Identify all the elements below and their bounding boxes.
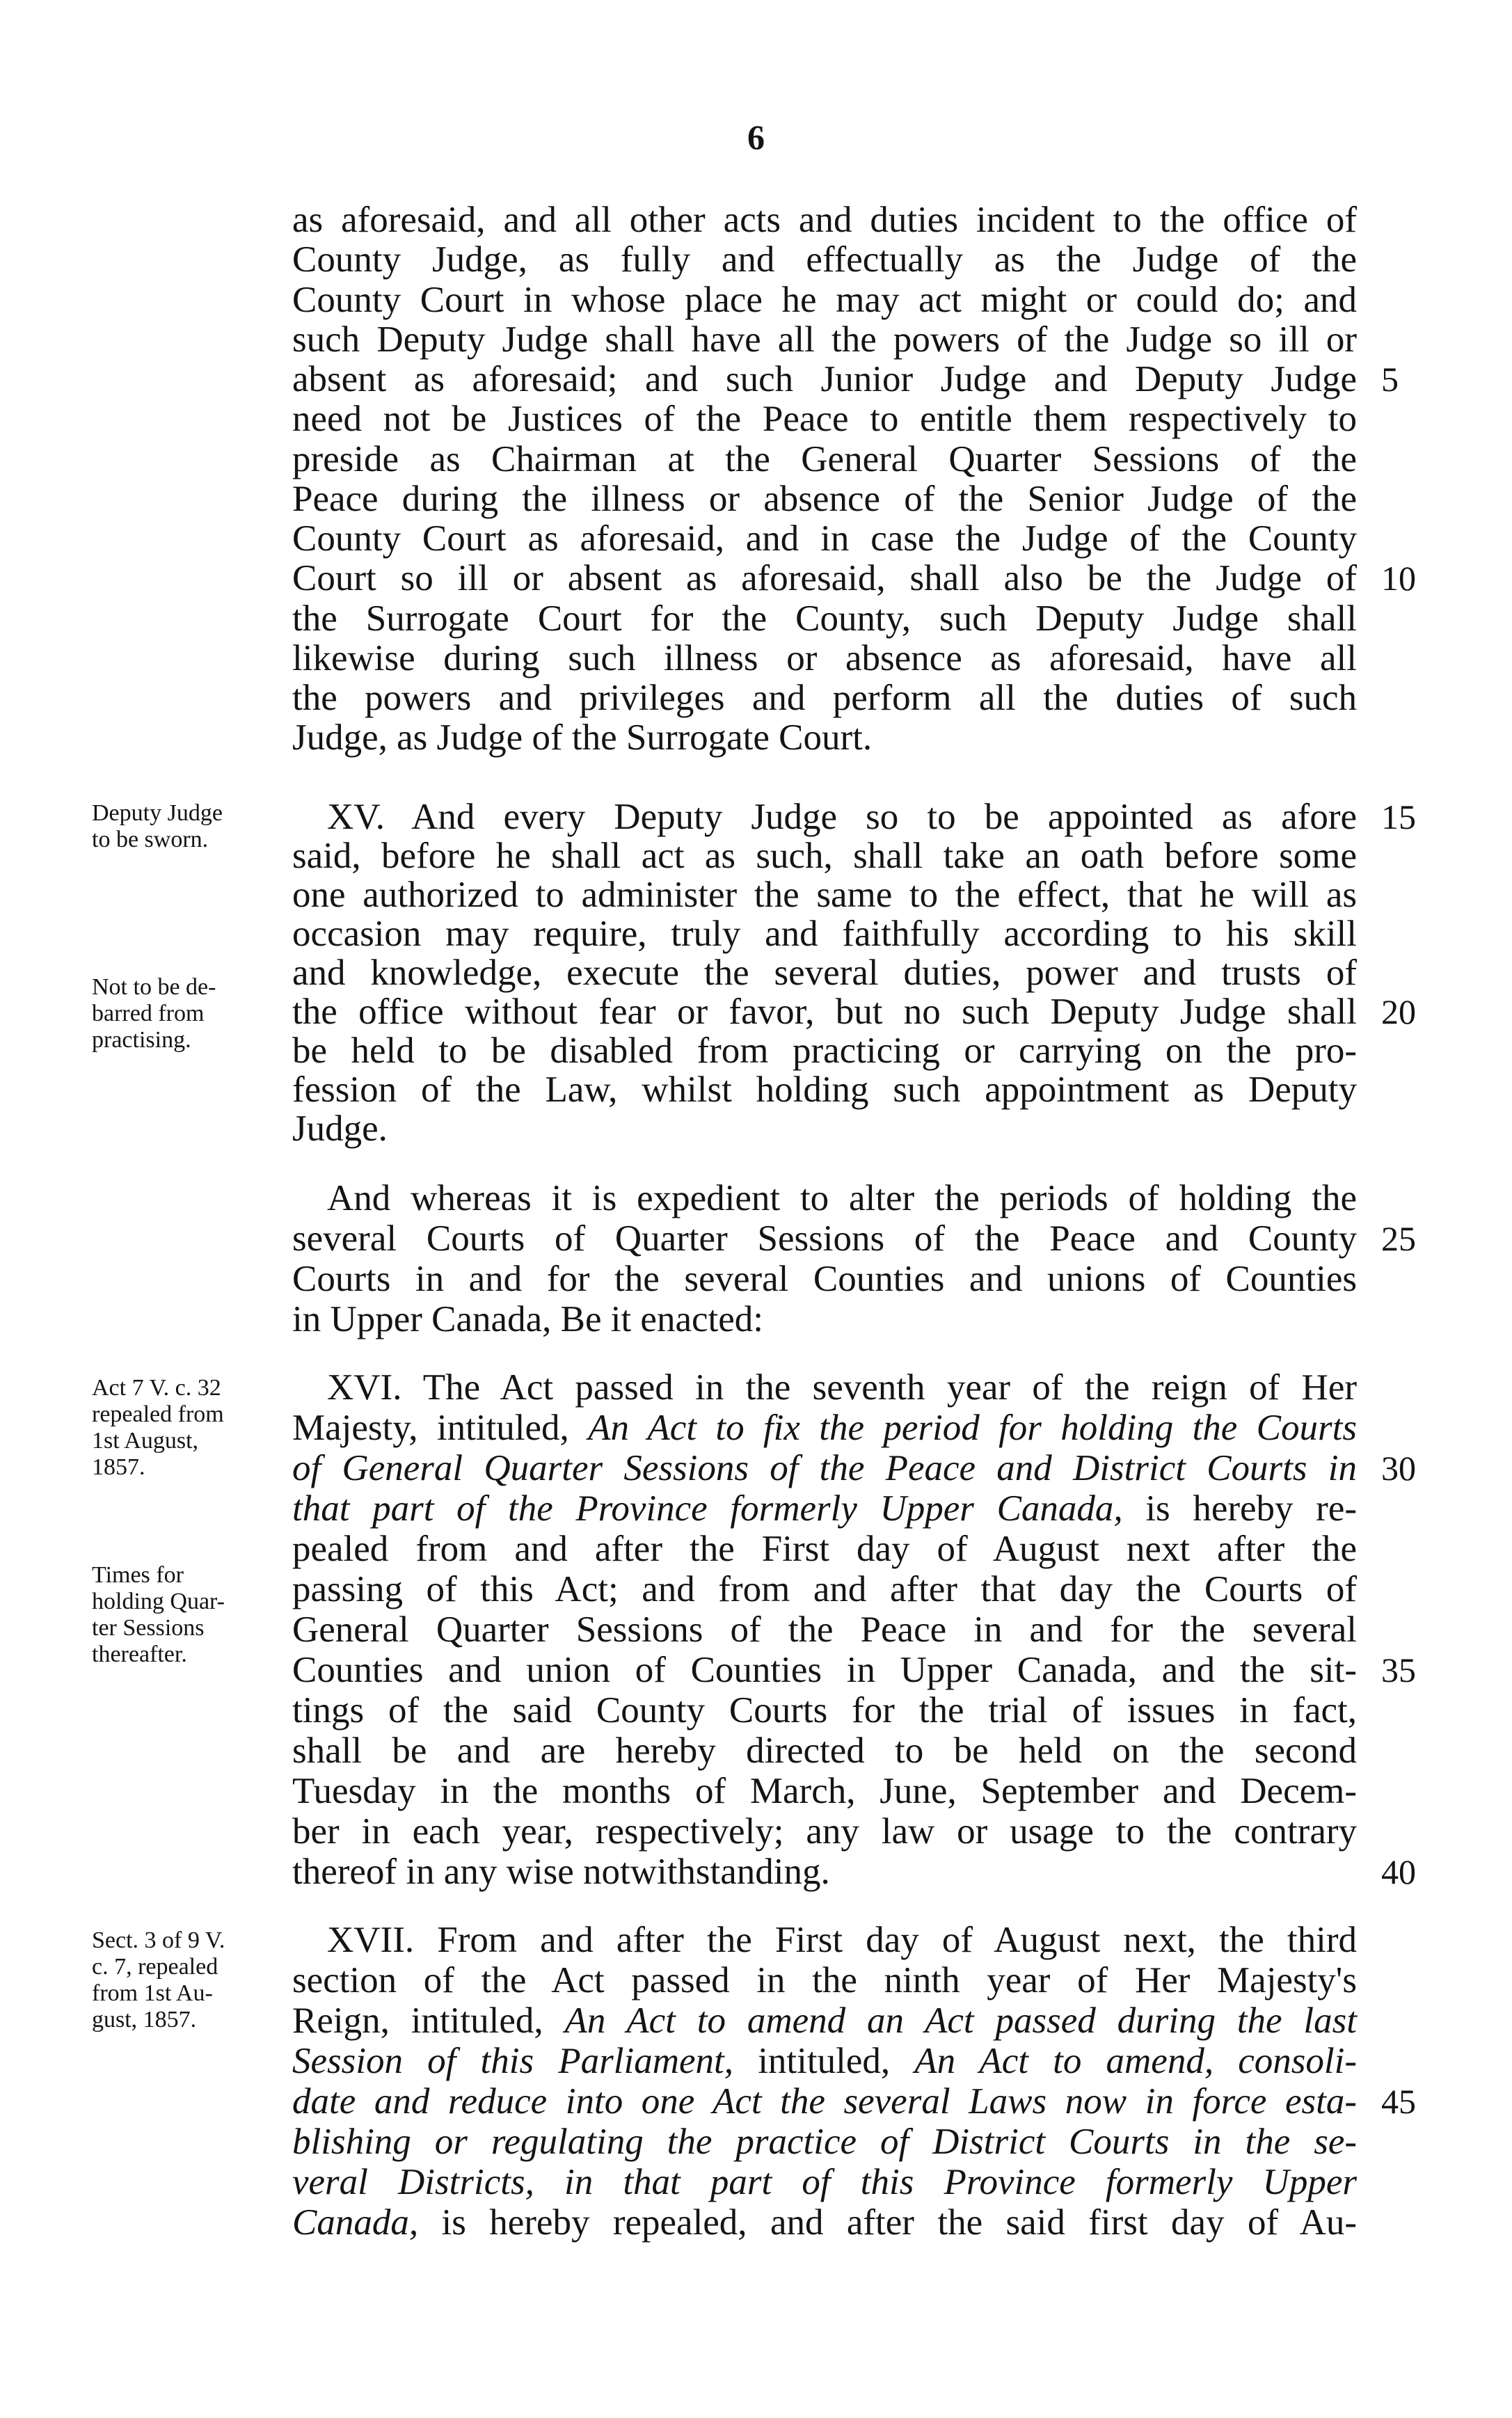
side-note <box>92 800 280 853</box>
text-line <box>292 717 1357 758</box>
side-note-line: Times for <box>92 1562 184 1588</box>
italic-title-text: veral Districts, in that part of this Province formerly Upper <box>292 2162 1357 2202</box>
side-note-line: ter Sessions <box>92 1615 205 1641</box>
text-line <box>292 1258 1357 1300</box>
text-line <box>292 1108 1357 1150</box>
roman-text: is hereby re- <box>1122 1488 1357 1529</box>
roman-text: ber in each year, respectively; any law or usage to the contrary <box>292 1811 1357 1852</box>
text-line <box>292 1851 1357 1893</box>
text-line <box>292 1447 1357 1489</box>
text-line <box>292 1609 1357 1651</box>
roman-text: pealed from and after the First day of August next after the <box>292 1529 1357 1569</box>
roman-text: passing of this Act; and from and after that day the Courts of <box>292 1569 1357 1609</box>
text-line <box>292 1488 1357 1529</box>
side-note-line: to be sworn. <box>92 827 209 852</box>
text-line <box>292 598 1357 639</box>
line-number: 15 <box>1381 797 1416 836</box>
roman-text: County Court as aforesaid, and in case the Judge of the County <box>292 518 1357 559</box>
roman-text: the powers and privileges and perform all the duties of such <box>292 678 1357 718</box>
roman-text: is hereby repealed, and after the said first day of Au- <box>418 2202 1357 2243</box>
text-line <box>292 1030 1357 1072</box>
roman-text: one authorized to administer the same to the effect, that he will as <box>292 875 1357 915</box>
roman-text: Majesty, intituled, <box>292 1408 589 1448</box>
side-note-line: repealed from <box>92 1401 224 1427</box>
text-line <box>327 1919 1357 1961</box>
line-number: 30 <box>1381 1449 1416 1488</box>
text-line <box>292 677 1357 719</box>
text-line <box>292 319 1357 360</box>
roman-text: Reign, intituled, <box>292 2001 565 2041</box>
text-line <box>292 991 1357 1033</box>
text-line <box>292 1528 1357 1570</box>
text-line <box>292 1218 1357 1259</box>
roman-text: Counties and union of Counties in Upper Canada, and the sit- <box>292 1650 1357 1690</box>
roman-text: Judge, as Judge of the Surrogate Court. <box>292 717 873 758</box>
italic-title-text: An Act to fix the period for holding the Courts <box>588 1408 1357 1448</box>
text-line <box>292 398 1357 440</box>
side-note-line: Act 7 V. c. 32 <box>92 1375 221 1401</box>
text-line <box>292 358 1357 400</box>
roman-text: Tuesday in the months of March, June, September and Decem- <box>292 1771 1357 1811</box>
line-number: 45 <box>1381 2082 1416 2121</box>
text-line <box>292 2121 1357 2163</box>
italic-title-text: of General Quarter Sessions of the Peace and District Courts in <box>292 1448 1357 1488</box>
text-line <box>292 1069 1357 1111</box>
roman-text: XVII. From and after the First day of August next, the third <box>327 1920 1357 1960</box>
roman-text: And whereas it is expedient to alter the periods of holding the <box>327 1178 1357 1218</box>
text-line <box>292 239 1357 280</box>
roman-text: tings of the said County Courts for the trial of issues in fact, <box>292 1690 1357 1731</box>
italic-title-text: Session of this Parliament, <box>292 2041 734 2081</box>
text-line <box>292 1407 1357 1449</box>
side-note-line: thereafter. <box>92 1641 187 1667</box>
roman-text: preside as Chairman at the General Quarter Sessions of the <box>292 439 1357 479</box>
italic-title-text: blishing or regulating the practice of District Courts in the se- <box>292 2122 1357 2162</box>
side-note-line: gust, 1857. <box>92 2007 197 2033</box>
side-note <box>92 1562 280 1668</box>
roman-text: thereof in any wise notwithstanding. <box>292 1852 830 1892</box>
roman-text: the office without fear or favor, but no such Deputy Judge shall <box>292 992 1357 1032</box>
roman-text: in Upper Canada, Be it enacted: <box>292 1299 763 1339</box>
roman-text: several Courts of Quarter Sessions of the Peace and County <box>292 1218 1357 1259</box>
roman-text: be held to be disabled from practicing or carrying on the pro- <box>292 1031 1357 1071</box>
italic-title-text: Canada, <box>292 2202 419 2243</box>
roman-text: Peace during the illness or absence of the Senior Judge of the <box>292 479 1357 519</box>
text-line <box>292 874 1357 916</box>
text-line <box>292 1649 1357 1691</box>
line-number: 5 <box>1381 360 1399 399</box>
line-number: 35 <box>1381 1651 1416 1689</box>
side-note-line: Sect. 3 of 9 V. <box>92 1927 225 1953</box>
text-line <box>292 1811 1357 1852</box>
roman-text: shall be and are hereby directed to be held on the second <box>292 1731 1357 1771</box>
text-line <box>292 835 1357 877</box>
roman-text: County Court in whose place he may act might or could do; and <box>292 280 1357 320</box>
roman-text: as aforesaid, and all other acts and duties incident to the office of <box>292 200 1357 240</box>
side-note <box>92 1927 280 2033</box>
line-number: 40 <box>1381 1852 1416 1891</box>
text-line <box>292 913 1357 955</box>
roman-text: section of the Act passed in the ninth year of Her Majesty's <box>292 1960 1357 2001</box>
roman-text: occasion may require, truly and faithfully according to his skill <box>292 914 1357 954</box>
roman-text: likewise during such illness or absence as aforesaid, have all <box>292 638 1357 678</box>
text-line <box>327 1177 1357 1219</box>
text-line <box>292 279 1357 321</box>
roman-text: said, before he shall act as such, shall take an oath before some <box>292 836 1357 876</box>
italic-title-text: An Act to amend, consoli- <box>914 2041 1357 2081</box>
roman-text: County Judge, as fully and effectually as the Judge of the <box>292 239 1357 280</box>
text-line <box>292 1568 1357 1610</box>
text-line <box>292 1730 1357 1772</box>
side-note <box>92 1375 280 1481</box>
roman-text: fession of the Law, whilst holding such appointment as Deputy <box>292 1069 1357 1110</box>
text-line <box>292 2040 1357 2082</box>
text-line <box>292 2202 1357 2243</box>
text-line <box>292 1689 1357 1731</box>
side-note-line: 1857. <box>92 1454 145 1480</box>
text-line <box>292 1770 1357 1812</box>
line-number: 20 <box>1381 992 1416 1031</box>
roman-text: absent as aforesaid; and such Junior Judge and Deputy Judge <box>292 359 1357 399</box>
text-line <box>292 1959 1357 2001</box>
roman-text: Court so ill or absent as aforesaid, shall also be the Judge of <box>292 558 1357 598</box>
text-line <box>292 199 1357 241</box>
text-line <box>327 796 1357 838</box>
text-line <box>292 438 1357 480</box>
text-line <box>292 2161 1357 2203</box>
side-note-line: barred from <box>92 1001 205 1026</box>
page-number: 6 <box>747 118 765 157</box>
italic-title-text: date and reduce into one Act the several Laws now in force esta- <box>292 2081 1357 2122</box>
text-line <box>292 637 1357 679</box>
side-note-line: 1st August, <box>92 1428 199 1454</box>
text-line <box>292 557 1357 599</box>
text-line <box>292 518 1357 559</box>
roman-text: and knowledge, execute the several duties, power and trusts of <box>292 953 1357 993</box>
roman-text: XVI. The Act passed in the seventh year of the reign of Her <box>327 1367 1357 1408</box>
roman-text: Judge. <box>292 1108 388 1149</box>
side-note-line: practising. <box>92 1027 191 1053</box>
side-note-line: from 1st Au- <box>92 1980 213 2006</box>
text-line <box>292 1298 1357 1340</box>
side-note <box>92 974 280 1053</box>
text-line <box>292 2000 1357 2042</box>
roman-text: such Deputy Judge shall have all the powers of the Judge so ill or <box>292 319 1357 360</box>
roman-text: XV. And every Deputy Judge so to be appointed as afore <box>327 797 1357 837</box>
side-note-line: Deputy Judge <box>92 800 223 826</box>
side-note-line: c. 7, repealed <box>92 1954 218 1980</box>
italic-title-text: that part of the Province formerly Upper Canada, <box>292 1488 1123 1529</box>
roman-text: General Quarter Sessions of the Peace in and for the several <box>292 1609 1357 1650</box>
italic-title-text: An Act to amend an Act passed during the last <box>564 2001 1358 2041</box>
line-number: 25 <box>1381 1219 1416 1258</box>
roman-text: need not be Justices of the Peace to entitle them respectively to <box>292 399 1357 439</box>
roman-text: the Surrogate Court for the County, such Deputy Judge shall <box>292 598 1357 639</box>
text-line <box>292 478 1357 520</box>
roman-text: intituled, <box>733 2041 915 2081</box>
text-line <box>327 1367 1357 1408</box>
side-note-line: holding Quar- <box>92 1589 225 1614</box>
side-note-line: Not to be de- <box>92 974 216 1000</box>
line-number: 10 <box>1381 559 1416 598</box>
text-line <box>292 2081 1357 2122</box>
roman-text: Courts in and for the several Counties and unions of Counties <box>292 1259 1357 1299</box>
text-line <box>292 952 1357 994</box>
